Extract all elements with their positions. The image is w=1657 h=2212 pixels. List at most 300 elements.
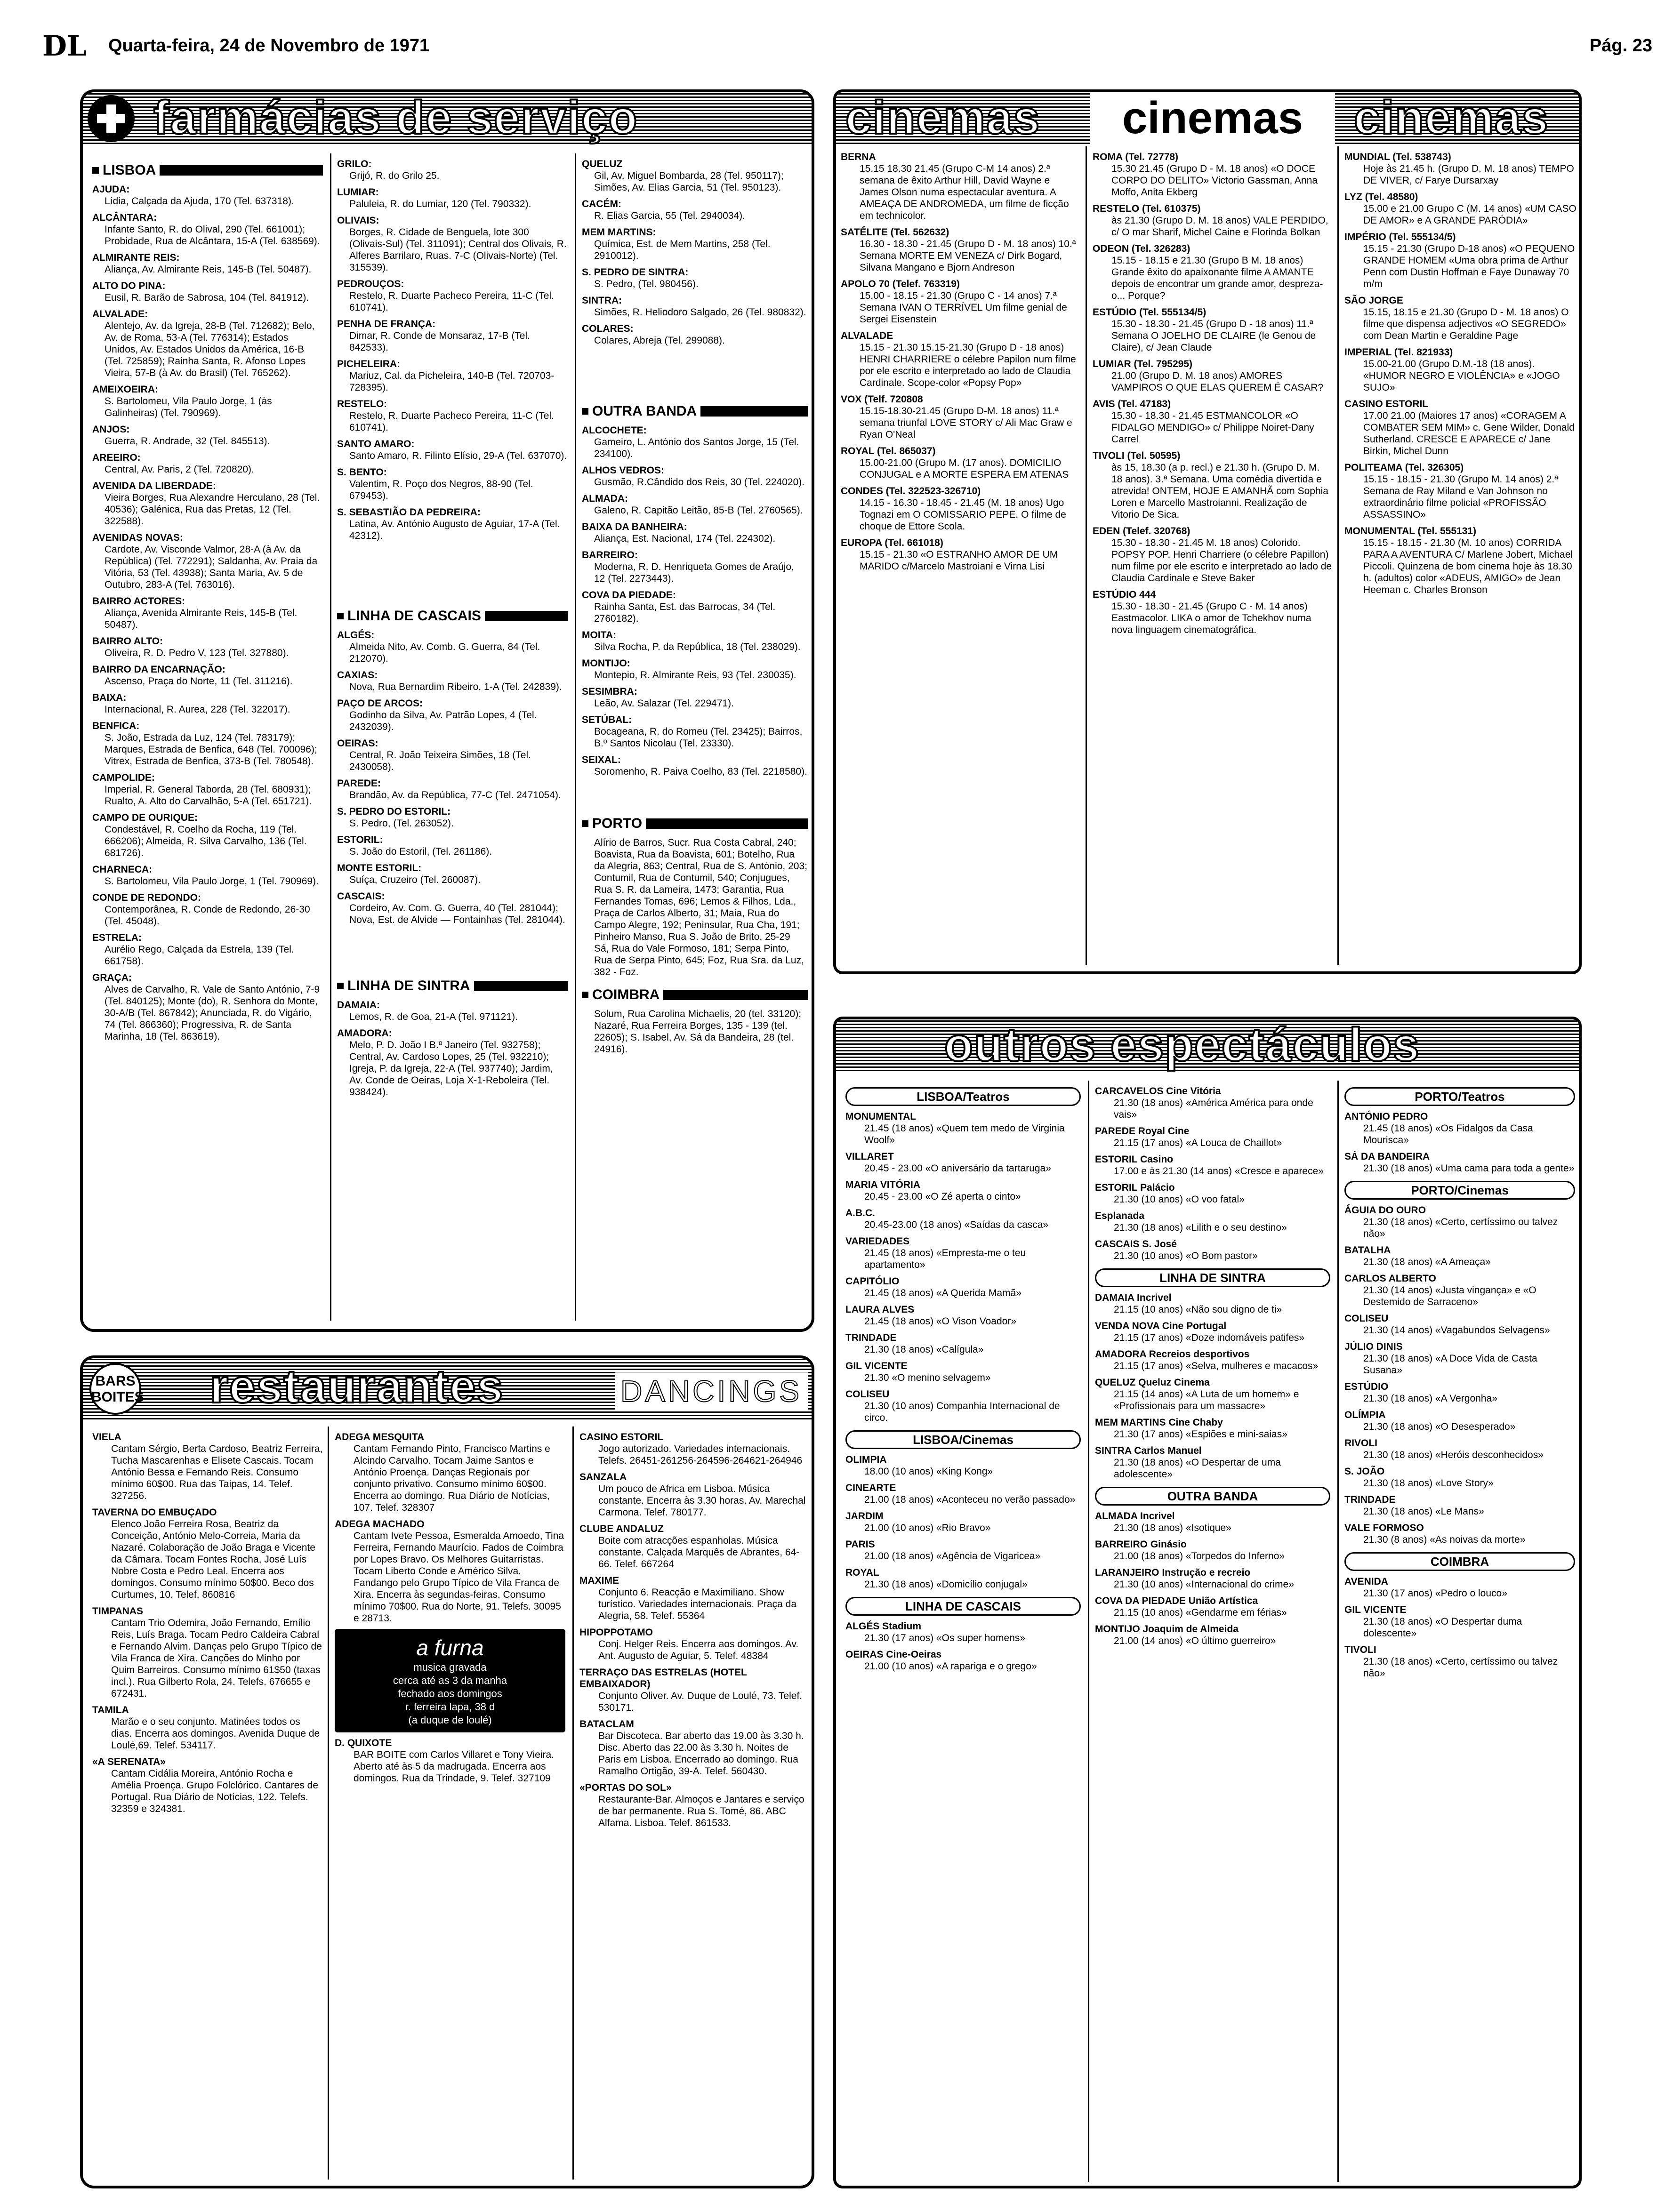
issue-date: Quarta-feira, 24 de Novembro de 1971 bbox=[108, 36, 430, 56]
cinema-listing-name: RESTELO (Tel. 610375) bbox=[1093, 203, 1201, 214]
show-listing-name: RIVOLI bbox=[1344, 1438, 1378, 1449]
cinema-listing bbox=[1344, 231, 1580, 290]
pharmacy-location: SINTRA: bbox=[582, 295, 622, 306]
cinema-listing-details: 15.30 21.45 (Grupo D - M. 18 anos) «O DOCE CORPO DO DELITO» Victorio Gassman, Anna Moffo, Anita Ekberg bbox=[1111, 163, 1318, 198]
page-header bbox=[42, 30, 1652, 63]
show-listing-name: VARIEDADES bbox=[845, 1236, 910, 1247]
pharmacy-location: ALTO DO PINA: bbox=[92, 281, 166, 291]
show-listing-details: 21.30 (14 anos) «Vagabundos Selvagens» bbox=[1363, 1325, 1550, 1336]
cinemas-col-2 bbox=[1093, 146, 1333, 965]
pharmacy-location: LUMIAR: bbox=[337, 187, 379, 198]
pharmacy-location: PAREDE: bbox=[337, 778, 381, 789]
cinema-listing bbox=[841, 226, 1081, 273]
cinema-listing bbox=[841, 330, 1081, 389]
pharmacy-entry: Eusil, R. Barão de Sabrosa, 104 (Tel. 841912). bbox=[105, 292, 309, 303]
show-listing-details: 21.45 (18 anos) «Empresta-me o teu apartamento» bbox=[864, 1248, 1026, 1270]
pharmacy-location: S. PEDRO DE SINTRA: bbox=[582, 267, 689, 278]
show-listing-details: 21.00 (18 anos) «Agência de Vigaricea» bbox=[864, 1551, 1041, 1562]
pharmacy-location: GRAÇA: bbox=[92, 972, 132, 983]
show-listing bbox=[845, 1304, 1081, 1327]
outros-col-2 bbox=[1095, 1081, 1330, 2182]
cinema-listing-details: 16.30 - 18.30 - 21.45 (Grupo D - M. 18 anos) 10.ª Semana MORTE EM VENEZA c/ Dirk Bogard, Silvana Mangano e Bjorn Andreson bbox=[860, 239, 1076, 273]
pharmacy-entry: Central, R. João Teixeira Simões, 18 (Tel. 2430058). bbox=[349, 750, 531, 772]
venue-listing-details: Conjunto Oliver. Av. Duque de Loulé, 73. Telef. 530171. bbox=[598, 1691, 803, 1713]
cinema-listing-name: ODEON (Tel. 326283) bbox=[1093, 243, 1190, 254]
outros-col-3 bbox=[1344, 1081, 1575, 2182]
cinema-listing-name: IMPÉRIO (Tel. 555134/5) bbox=[1344, 232, 1456, 242]
show-listing bbox=[845, 1454, 1081, 1477]
pharmacy-entry: Godinho da Silva, Av. Patrão Lopes, 4 (Tel. 2432039). bbox=[349, 710, 537, 732]
venue-listing bbox=[579, 1471, 808, 1518]
cinema-listing-name: BERNA bbox=[841, 152, 876, 162]
pharmacy-location: OLIVAIS: bbox=[337, 215, 379, 226]
cinema-listing-name: ROMA (Tel. 72778) bbox=[1093, 152, 1179, 162]
show-listing-name: CAPITÓLIO bbox=[845, 1276, 900, 1287]
cinema-listing-details: 15.00 e 21.00 Grupo C (M. 14 anos) «UM CASO DE AMOR» e A GRANDE PARÓDIA» bbox=[1363, 203, 1577, 226]
pharmacy-location: CAMPO DE OURIQUE: bbox=[92, 812, 198, 823]
show-listing-name: COLISEU bbox=[1344, 1313, 1389, 1324]
venue-listing-name: TAMILA bbox=[92, 1705, 129, 1715]
cinemas-title-center: cinemas bbox=[1090, 92, 1335, 144]
cinema-listing bbox=[1344, 295, 1580, 342]
venue-listing-name: CLUBE ANDALUZ bbox=[579, 1523, 664, 1534]
show-listing-details: 20.45 - 23.00 «O aniversário da tartaruga» bbox=[864, 1163, 1051, 1174]
show-listing-name: GIL VICENTE bbox=[845, 1361, 908, 1371]
pharmacy-entry: Suíça, Cruzeiro (Tel. 260087). bbox=[349, 874, 481, 885]
cinemas-col-3 bbox=[1344, 146, 1580, 965]
venue-listing-details: Cantam Sérgio, Berta Cardoso, Beatriz Ferreira, Tucha Mascarenhas e Elisete Cascais. Tocam António Bessa e Fernando Reis. Consumo mínimo 60$00. Rua das Taipas, 14. Telef. 327256. bbox=[111, 1443, 323, 1501]
lisboa-heading: LISBOA bbox=[92, 162, 323, 179]
section-pill: PORTO/Teatros bbox=[1344, 1087, 1575, 1106]
show-listing-name: ALGÉS Stadium bbox=[845, 1621, 922, 1632]
venue-listing-details: Bar Discoteca. Bar aberto das 19.00 às 3.30 h. Disc. Aberto das 22.00 às 3.30 h. Noites de Paris em Lisboa. Encerrado ao domingo. Rua Ramalho Ortigão, 39-A. Telef. 560430. bbox=[598, 1731, 804, 1777]
pharmacy-entry: Soromenho, R. Paiva Coelho, 83 (Tel. 2218580). bbox=[594, 766, 807, 777]
show-listing bbox=[1095, 1377, 1330, 1412]
show-listing bbox=[1095, 1125, 1330, 1149]
show-listing-details: 21.45 (18 anos) «Os Fidalgos da Casa Mourisca» bbox=[1363, 1123, 1533, 1146]
cinema-listing bbox=[1093, 203, 1333, 238]
pharmacy-entry: Gil, Av. Miguel Bombarda, 28 (Tel. 950117); Simões, Av. Elias Garcia, 51 (Tel. 950123). bbox=[594, 170, 784, 193]
pharmacy-entry: R. Elias Garcia, 55 (Tel. 2940034). bbox=[594, 210, 745, 221]
venue-listing bbox=[335, 1518, 565, 1624]
venue-listing-name: ADEGA MESQUITA bbox=[335, 1432, 425, 1443]
pharmacy-entry: Contemporânea, R. Conde de Redondo, 26-30 (Tel. 45048). bbox=[105, 904, 310, 927]
venue-listing bbox=[92, 1431, 323, 1502]
show-listing bbox=[845, 1275, 1081, 1299]
pharmacy-location: ALHOS VEDROS: bbox=[582, 465, 665, 476]
venue-listing-name: D. QUIXOTE bbox=[335, 1738, 392, 1748]
pharmacy-location: BAIRRO DA ENCARNAÇÃO: bbox=[92, 664, 225, 675]
porto-heading: PORTO bbox=[582, 815, 808, 832]
show-listing bbox=[1095, 1348, 1330, 1372]
venue-listing-name: VIELA bbox=[92, 1432, 121, 1443]
section-pill: PORTO/Cinemas bbox=[1344, 1181, 1575, 1200]
show-listing bbox=[1095, 1320, 1330, 1344]
cinema-listing-details: 15.00-21.00 (Grupo M. (17 anos). DOMICILIO CONJUGAL e A MORTE ESPERA EM ATENAS bbox=[860, 457, 1069, 480]
pharmacy-location: ESTRELA: bbox=[92, 932, 142, 943]
restaurantes-col-1 bbox=[92, 1427, 323, 2180]
cinema-listing-details: 17.00 21.00 (Maiores 17 anos) «CORAGEM A COMBATER SEM MIM» c. Gene Wilder, Donald Sutherland. CRESCE E APARECE c/ Jane Birkin, Michel Dunn bbox=[1363, 410, 1575, 457]
show-listing-name: BARREIRO Ginásio bbox=[1095, 1539, 1187, 1550]
pharmacy-entry: Infante Santo, R. do Olival, 290 (Tel. 661001); Probidade, Rua de Alcântara, 15-A (Tel. 638569). bbox=[105, 224, 320, 247]
pharmacy-location: S. SEBASTIÃO DA PEDREIRA: bbox=[337, 507, 481, 518]
pharmacy-location: SESIMBRA: bbox=[582, 686, 637, 697]
venue-listing-name: TIMPANAS bbox=[92, 1606, 144, 1617]
venue-listing-details: Restaurante-Bar. Almoços e Jantares e serviço de bar permanente. Rua S. Tomé, 86. ABC Alfama. Lisboa. Telef. 861533. bbox=[598, 1794, 804, 1828]
cascais-heading: LINHA DE CASCAIS bbox=[337, 608, 568, 625]
show-listing bbox=[1344, 1313, 1575, 1336]
outra-banda-heading: OUTRA BANDA bbox=[582, 403, 808, 420]
pharmacy-entry: Brandão, Av. da República, 77-C (Tel. 2471054). bbox=[349, 790, 561, 801]
show-listing bbox=[845, 1111, 1081, 1146]
venue-listing-details: Cantam Fernando Pinto, Francisco Martins e Alcindo Carvalho. Tocam Jaime Santos e António Proença. Danças Regionais por conjunto privativo. Consumo mínimo 60$00. Encerra ao domingo. Rua Diário de Notícias, 107. Telef. 328307 bbox=[354, 1443, 550, 1513]
venue-listing-details: Cantam Trio Odemira, João Fernando, Emílio Reis, Luís Braga. Tocam Pedro Caldeira Cabral e Fernando Alvim. Danças pelo Grupo Típico de Vila Franca de Xira. Canções do Minho por Quim Barreiros. Consumo mínimo 61$50 (taxas incl.). Rua Gilberto Rola, 24. Telefs. 676655 e 672431. bbox=[111, 1618, 322, 1699]
pharmacy-entry: S. Bartolomeu, Vila Paulo Jorge, 1 (Tel. 790969). bbox=[105, 876, 319, 887]
show-listing-name: AVENIDA bbox=[1344, 1576, 1388, 1587]
venue-listing bbox=[579, 1718, 808, 1777]
venue-listing bbox=[92, 1605, 323, 1699]
pharmacy-entry: Bocageana, R. do Romeu (Tel. 23425); Bairros, B.º Santos Nicolau (Tel. 23330). bbox=[594, 726, 803, 749]
pharmacy-entry: Galeno, R. Capitão Leitão, 85-B (Tel. 2760565). bbox=[594, 505, 803, 516]
show-listing bbox=[845, 1620, 1081, 1644]
cinema-listing-name: POLITEAMA (Tel. 326305) bbox=[1344, 462, 1464, 473]
pharmacy-location: RESTELO: bbox=[337, 399, 387, 409]
cinema-listing bbox=[1093, 525, 1333, 584]
pharmacy-entry: Grijó, R. do Grilo 25. bbox=[349, 170, 440, 181]
pharmacy-entry: Simões, R. Heliodoro Salgado, 26 (Tel. 980832). bbox=[594, 307, 806, 318]
pharmacy-location: ALVALADE: bbox=[92, 309, 148, 320]
pharmacy-location: AVENIDAS NOVAS: bbox=[92, 532, 183, 543]
section-pill: COIMBRA bbox=[1344, 1552, 1575, 1571]
show-listing-details: 21.30 (10 anos) «Internacional do crime» bbox=[1114, 1579, 1294, 1590]
venue-listing-name: MAXIME bbox=[579, 1575, 619, 1586]
pharmacy-location: CHARNECA: bbox=[92, 864, 153, 875]
show-listing bbox=[1344, 1576, 1575, 1599]
bars-boites-logo: BARS BOITES bbox=[89, 1363, 141, 1415]
show-listing-name: BATALHA bbox=[1344, 1245, 1391, 1256]
outros-title: outros espectáculos bbox=[944, 1018, 1420, 1071]
show-listing-name: MONUMENTAL bbox=[845, 1111, 917, 1122]
pharmacy-location: SANTO AMARO: bbox=[337, 439, 415, 449]
show-listing-details: 17.00 e às 21.30 (14 anos) «Cresce e aparece» bbox=[1114, 1166, 1324, 1177]
cinema-listing-details: 15.30 - 18.30 - 21.45 M. 18 anos) Colorido. POPSY POP. Henri Charriere (o célebre Papillon) num filme por ele escrito e interpretado ao lado de Claudia Cardinale e Steve Baker bbox=[1111, 537, 1332, 584]
pharmacy-location: PENHA DE FRANÇA: bbox=[337, 319, 436, 329]
show-listing-name: PARIS bbox=[845, 1539, 875, 1550]
newspaper-logo: DL bbox=[42, 30, 87, 63]
cinemas-panel bbox=[833, 89, 1582, 974]
pharmacy-location: OEIRAS: bbox=[337, 738, 378, 749]
show-listing-details: 18.00 (10 anos) «King Kong» bbox=[864, 1466, 993, 1477]
cinemas-title-left: cinemas bbox=[845, 91, 1041, 144]
show-listing-details: 21.30 (17 anos) «Espiões e mini-saias» bbox=[1114, 1429, 1287, 1440]
cinema-listing-name: MUNDIAL (Tel. 538743) bbox=[1344, 152, 1451, 162]
show-listing-name: CARCAVELOS Cine Vitória bbox=[1095, 1086, 1221, 1097]
show-listing-name: CINEARTE bbox=[845, 1483, 896, 1493]
show-listing bbox=[1095, 1623, 1330, 1647]
page-number: Pág. 23 bbox=[1589, 36, 1652, 56]
cinema-listing-details: 21.00 (Grupo D. M. 18 anos) AMORES VAMPIROS O QUE ELAS QUEREM É CASAR? bbox=[1111, 370, 1324, 393]
pharmacy-location: QUELUZ bbox=[582, 159, 623, 169]
show-listing-details: 21.00 (14 anos) «O último guerreiro» bbox=[1114, 1635, 1276, 1646]
pharmacy-location: ESTORIL: bbox=[337, 834, 383, 845]
venue-listing bbox=[335, 1431, 565, 1514]
venue-listing-details: Elenco João Ferreira Rosa, Beatriz da Conceição, António Melo-Correia, Maria da Nazaré. Colaboração de João Braga e Vicente da Câmara. Tocam Fontes Rocha, José Luís Nobre Costa e Pedro Leal. Encerra aos domingos. Consumo mínimo 50$00. Beco dos Curtumes, 10. Telef. 860816 bbox=[111, 1519, 315, 1600]
outros-banner bbox=[836, 1019, 1579, 1071]
pharmacy-entry: Aurélio Rego, Calçada da Estrela, 139 (Tel. 661758). bbox=[105, 944, 294, 967]
show-listing bbox=[1095, 1292, 1330, 1315]
cinema-listing-details: 15.15 - 21.30 (Grupo D-18 anos) «O PEQUENO GRANDE HOMEM «Uma obra prima de Arthur Penn com Dustin Hoffman e Faye Dunaway 70 m/m bbox=[1363, 243, 1575, 289]
show-listing bbox=[845, 1388, 1081, 1424]
venue-listing-details: Marão e o seu conjunto. Matinées todos os dias. Encerra aos domingos. Avenida Duque de Loulé,69. Telef. 534117. bbox=[111, 1716, 320, 1751]
pharmacy-location: COVA DA PIEDADE: bbox=[582, 590, 676, 601]
cinema-listing bbox=[1093, 450, 1333, 521]
venue-listing-details: Cantam Cidália Moreira, António Rocha e Amélia Proença. Grupo Folclórico. Cantares de Portugal. Rua Diário de Notícias, 122. Telefs. 32359 e 324381. bbox=[111, 1768, 319, 1814]
cinema-listing-name: EDEN (Telef. 320768) bbox=[1093, 526, 1190, 537]
pharmacy-location: PEDROUÇOS: bbox=[337, 279, 404, 289]
cinema-listing bbox=[1344, 398, 1580, 457]
pharmacy-entry: Mariuz, Cal. da Picheleira, 140-B (Tel. 720703-728395). bbox=[349, 370, 555, 393]
cinema-listing-details: 15.15 - 21.30 15.15-21.30 (Grupo D - 18 anos) HENRI CHARRIERE o célebre Papilon num filme por ele escrito e interpretado ao lado de Claudia Cardinale. Scope-color «Popsy Pop» bbox=[860, 342, 1076, 388]
show-listing bbox=[845, 1235, 1081, 1271]
show-listing-details: 21.15 (17 anos) «Selva, mulheres e macacos» bbox=[1114, 1361, 1319, 1371]
venue-listing bbox=[579, 1782, 808, 1829]
show-listing-name: MARIA VITÓRIA bbox=[845, 1179, 921, 1190]
show-listing bbox=[1344, 1644, 1575, 1679]
cinema-listing bbox=[1093, 151, 1333, 198]
show-listing-name: ESTORIL Casino bbox=[1095, 1154, 1174, 1165]
show-listing bbox=[845, 1482, 1081, 1506]
show-listing bbox=[845, 1332, 1081, 1355]
pharmacy-location: DAMAIA: bbox=[337, 1000, 380, 1010]
venue-listing-name: CASINO ESTORIL bbox=[579, 1432, 664, 1443]
pharmacy-cross-icon bbox=[88, 95, 135, 142]
venue-listing-name: ADEGA MACHADO bbox=[335, 1519, 425, 1530]
pharmacy-location: BAIXA DA BANHEIRA: bbox=[582, 521, 687, 532]
section-pill: LINHA DE CASCAIS bbox=[845, 1597, 1081, 1616]
restaurantes-col-2 bbox=[335, 1427, 565, 2180]
pharmacy-entry: Montepio, R. Almirante Reis, 93 (Tel. 230035). bbox=[594, 670, 796, 681]
show-listing-name: MEM MARTINS Cine Chaby bbox=[1095, 1417, 1223, 1428]
cinema-listing-details: Hoje às 21.45 h. (Grupo D. M. 18 anos) TEMPO DE VIVER, c/ Farye Dursarxay bbox=[1363, 163, 1574, 186]
farmacias-col-1 bbox=[92, 153, 323, 1325]
pharmacy-location: BAIXA: bbox=[92, 692, 127, 703]
show-listing-details: 21.30 (18 anos) «Love Story» bbox=[1363, 1478, 1494, 1489]
show-listing-details: 21.30 (14 anos) «Justa vingança» e «O Destemido de Sarraceno» bbox=[1363, 1285, 1536, 1307]
show-listing-details: 20.45 - 23.00 «O Zé aperta o cinto» bbox=[864, 1191, 1021, 1202]
pharmacy-location: SEIXAL: bbox=[582, 754, 621, 765]
pharmacy-entry: Leão, Av. Salazar (Tel. 229471). bbox=[594, 698, 734, 709]
show-listing bbox=[1095, 1238, 1330, 1262]
cinema-listing-details: 15.15 18.30 21.45 (Grupo C-M 14 anos) 2.ª semana de êxito Arthur Hill, David Wayne e James Olson numa espectacular aventura. A AMEAÇA DE ANDROMEDA, um filme de ficção em technicolor. bbox=[860, 163, 1069, 221]
cinema-listing bbox=[1093, 243, 1333, 302]
cinemas-col-1 bbox=[841, 146, 1081, 965]
venue-listing-name: HIPOPPOTAMO bbox=[579, 1627, 653, 1638]
cinema-listing-name: CASINO ESTORIL bbox=[1344, 399, 1429, 409]
sintra-heading: LINHA DE SINTRA bbox=[337, 978, 568, 994]
farmacias-col-3 bbox=[582, 153, 808, 1325]
venue-listing-name: TERRAÇO DAS ESTRELAS (HOTEL EMBAIXADOR) bbox=[579, 1667, 747, 1690]
cinema-listing-details: 15.15 - 18.15 - 21.30 (Grupo M. 14 anos) 2.ª Semana de Ray Miland e Van Johnson no extraordinário filme policial «PROFISSÃO ASSASSINO» bbox=[1363, 474, 1559, 520]
show-listing-details: 21.30 (18 anos) «Heróis desconhecidos» bbox=[1363, 1450, 1544, 1460]
pharmacy-entry: Oliveira, R. D. Pedro V, 123 (Tel. 327880). bbox=[105, 648, 289, 658]
show-listing-details: 21.30 (17 anos) «Os super homens» bbox=[864, 1633, 1026, 1643]
pharmacy-location: AMADORA: bbox=[337, 1028, 392, 1039]
show-listing-details: 21.30 (18 anos) «O Desesperado» bbox=[1363, 1421, 1516, 1432]
section-pill: OUTRA BANDA bbox=[1095, 1487, 1330, 1506]
coimbra-heading: COIMBRA bbox=[582, 986, 808, 1003]
cinema-listing-details: às 15, 18.30 (a p. recl.) e 21.30 h. (Grupo D. M. 18 anos). 3.ª Semana. Uma comédia divertida e atrevida! ONTEM, HOJE E AMANHÃ com Sophia Loren e Marcello Mastroianni. Realização de Vitorio De Sica. bbox=[1111, 462, 1328, 520]
show-listing-details: 21.30 (17 anos) «Pedro o louco» bbox=[1363, 1588, 1507, 1599]
pharmacy-entry: Ascenso, Praça do Norte, 11 (Tel. 311216). bbox=[105, 676, 293, 687]
pharmacy-location: CONDE DE REDONDO: bbox=[92, 892, 201, 903]
venue-listing bbox=[92, 1704, 323, 1751]
section-pill: LINHA DE SINTRA bbox=[1095, 1268, 1330, 1287]
show-listing-details: 21.00 (10 anos) «A rapariga e o grego» bbox=[864, 1661, 1037, 1672]
pharmacy-entry: Alves de Carvalho, R. Vale de Santo António, 7-9 (Tel. 840125); Monte (do), R. Senhora do Monte, 30-A/B (Tel. 867842); Anunciada, R. do Vigário, 74 (Tel. 866360); Progressiva, R. de Santa Marinha, 18 (Tel. 863619). bbox=[105, 984, 320, 1042]
show-listing-details: 21.00 (18 anos) «Torpedos do Inferno» bbox=[1114, 1551, 1285, 1562]
show-listing-details: 21.30 (18 anos) «Le Mans» bbox=[1363, 1506, 1484, 1517]
pharmacy-location: S. PEDRO DO ESTORIL: bbox=[337, 806, 451, 817]
pharmacy-entry: Cardote, Av. Visconde Valmor, 28-A (à Av. da República) (Tel. 772291); Saldanha, Av. Praia da Vitória, 53 (Tel. 43938); Santa Maria, Av. 5 de Outubro, 283-A (Tel. 763016). bbox=[105, 544, 318, 590]
cinema-listing bbox=[1344, 191, 1580, 226]
pharmacy-location: CAXIAS: bbox=[337, 670, 378, 681]
show-listing-name: GIL VICENTE bbox=[1344, 1604, 1407, 1615]
cinema-listing-details: 15.15 - 18.15 - 21.30 (M. 10 anos) CORRIDA PARA A AVENTURA C/ Marlene Jobert, Michael Piccoli. Quinzena de bom cinema hoje às 18.30 h. (adultos) color «ADEUS, AMIGO» de Jean Heeman c. Charles Bronson bbox=[1363, 537, 1573, 595]
show-listing-details: 21.15 (14 anos) «A Luta de um homem» e «Profissionais para um massacre» bbox=[1114, 1389, 1299, 1411]
venue-listing-details: Conj. Helger Reis. Encerra aos domingos. Av. Ant. Augusto de Aguiar, 5. Telef. 48384 bbox=[598, 1639, 799, 1661]
pharmacy-entry: S. Pedro, (Tel. 263052). bbox=[349, 818, 454, 829]
show-listing-details: 21.45 (18 anos) «A Querida Mamã» bbox=[864, 1288, 1022, 1298]
show-listing bbox=[1344, 1341, 1575, 1376]
pharmacy-location: AREEIRO: bbox=[92, 452, 141, 463]
show-listing-name: TRINDADE bbox=[1344, 1494, 1396, 1505]
show-listing-name: DAMAIA Incrivel bbox=[1095, 1292, 1172, 1303]
show-listing-name: CARLOS ALBERTO bbox=[1344, 1273, 1436, 1284]
a-furna-title: a furna bbox=[416, 1635, 484, 1660]
pharmacy-entry: Borges, R. Cidade de Benguela, lote 300 (Olivais-Sul) (Tel. 311091); Central dos Olivais, R. Alferes Barrilaro, Ruas. 7-C (Olivais-Norte) (Tel. 315539). bbox=[349, 227, 567, 273]
pharmacy-entry: Rainha Santa, Est. das Barrocas, 34 (Tel. 2760182). bbox=[594, 601, 776, 624]
pharmacy-entry: Melo, P. D. João I B.º Janeiro (Tel. 932758); Central, Av. Cardoso Lopes, 25 (Tel. 932210); Igreja, P. da Igreja, 22-A (Tel. 937740); Jardim, Av. Conde de Oeiras, Loja X-1-Reboleira (Tel. 938424). bbox=[349, 1040, 553, 1098]
show-listing bbox=[1095, 1567, 1330, 1590]
pharmacy-location: ALCÂNTARA: bbox=[92, 212, 157, 223]
cinema-listing-name: SÃO JORGE bbox=[1344, 295, 1403, 306]
show-listing-details: 21.45 (18 anos) «O Vison Voador» bbox=[864, 1316, 1017, 1327]
pharmacy-entry: Almeida Nito, Av. Comb. G. Guerra, 84 (Tel. 212070). bbox=[349, 641, 540, 664]
show-listing-details: 21.30 «O menino selvagem» bbox=[864, 1372, 991, 1383]
restaurantes-banner bbox=[83, 1358, 812, 1419]
show-listing-details: 21.30 (18 anos) «Isotique» bbox=[1114, 1523, 1231, 1533]
cinemas-title-right: cinemas bbox=[1354, 91, 1549, 144]
cinema-listing bbox=[1093, 398, 1333, 445]
show-listing bbox=[1344, 1381, 1575, 1404]
show-listing bbox=[845, 1151, 1081, 1174]
cinema-listing-name: ROYAL (Tel. 865037) bbox=[841, 446, 936, 457]
show-listing-name: AMADORA Recreios desportivos bbox=[1095, 1349, 1250, 1360]
pharmacy-entry: Paluleia, R. do Lumiar, 120 (Tel. 790332). bbox=[349, 199, 531, 209]
show-listing-details: 21.30 (10 anos) «O Bom pastor» bbox=[1114, 1250, 1258, 1261]
a-furna-line: (a duque de loulé) bbox=[408, 1714, 492, 1726]
pharmacy-entry: Restelo, R. Duarte Pacheco Pereira, 11-C (Tel. 610741). bbox=[349, 290, 554, 313]
venue-listing bbox=[579, 1627, 808, 1662]
pharmacy-location: BAIRRO ACTORES: bbox=[92, 596, 185, 607]
show-listing-details: 21.45 (18 anos) «Quem tem medo de Virginia Woolf» bbox=[864, 1123, 1065, 1146]
pharmacy-location: CASCAIS: bbox=[337, 891, 385, 902]
pharmacy-location: MONTIJO: bbox=[582, 658, 630, 669]
cinema-listing-details: 15.15 - 18.15 e 21.30 (Grupo B M. 18 anos) Grande êxito do apaixonante filme A AMANTE depois de encontrar um grande amor, despreza-o... Porque? bbox=[1111, 255, 1323, 301]
show-listing bbox=[1344, 1409, 1575, 1433]
pharmacy-location: COLARES: bbox=[582, 323, 634, 334]
cinema-listing-details: 15.15, 18.15 e 21.30 (Grupo D - M. 18 anos) O filme que dispensa adjectivos «O SEGREDO» com Dean Martin e Geraldine Page bbox=[1363, 307, 1569, 341]
cinema-listing-name: TIVOLI (Tel. 50595) bbox=[1093, 450, 1181, 461]
show-listing bbox=[1095, 1182, 1330, 1205]
cinema-listing-details: 15.00-21.00 (Grupo D.M.-18 (18 anos). «HUMOR NEGRO E VIOLÊNCIA» e «JOGO SUJO» bbox=[1363, 359, 1560, 393]
pharmacy-location: ALGÉS: bbox=[337, 630, 375, 641]
cinema-listing bbox=[841, 278, 1081, 325]
cinema-listing-name: APOLO 70 (Telef. 763319) bbox=[841, 279, 960, 289]
pharmacy-location: AVENIDA DA LIBERDADE: bbox=[92, 481, 216, 491]
show-listing-details: 21.30 (8 anos) «As noivas da morte» bbox=[1363, 1534, 1526, 1545]
venue-listing-details: Conjunto 6. Reacção e Maximiliano. Show turístico. Variedades internacionais. Praça da Alegria, 58. Telef. 55364 bbox=[598, 1587, 797, 1621]
show-listing-details: 20.45-23.00 (18 anos) «Saídas da casca» bbox=[864, 1219, 1049, 1230]
show-listing-details: 21.30 (18 anos) «O Despertar de uma adolescente» bbox=[1114, 1457, 1281, 1480]
cinema-listing-details: 15.30 - 18.30 - 21.45 ESTMANCOLOR «O FIDALGO MENDIGO» c/ Philippe Noiret-Dany Carrel bbox=[1111, 410, 1314, 445]
pharmacy-entry: Restelo, R. Duarte Pacheco Pereira, 11-C (Tel. 610741). bbox=[349, 410, 554, 433]
farmacias-banner bbox=[83, 92, 812, 144]
show-listing bbox=[845, 1649, 1081, 1672]
pharmacy-entry: S. Bartolomeu, Vila Paulo Jorge, 1 (às Galinheiras) (Tel. 790969). bbox=[105, 396, 272, 418]
cinema-listing bbox=[841, 485, 1081, 532]
pharmacy-entry: Aliança, Av. Almirante Reis, 145-B (Tel. 50487). bbox=[105, 264, 312, 275]
coimbra-text: Solum, Rua Carolina Michaelis, 20 (tel. 33120); Nazaré, Rua Ferreira Borges, 135 - 139 (tel. 22605); S. Isabel, Av. Sá da Bandeira, 28 (tel. 24916). bbox=[594, 1009, 802, 1055]
restaurantes-col-3 bbox=[579, 1427, 808, 2180]
show-listing bbox=[1095, 1154, 1330, 1177]
pharmacy-location: BARREIRO: bbox=[582, 550, 638, 561]
pharmacy-location: ALMADA: bbox=[582, 493, 628, 504]
pharmacy-entry: Nova, Rua Bernardim Ribeiro, 1-A (Tel. 242839). bbox=[349, 681, 562, 692]
pharmacy-location: AMEIXOEIRA: bbox=[92, 384, 159, 395]
cinema-listing-name: ESTÚDIO (Tel. 555134/5) bbox=[1093, 307, 1207, 318]
cinema-listing-name: CONDES (Tel. 322523-326710) bbox=[841, 486, 981, 497]
show-listing-details: 21.30 (18 anos) «Certo, certíssimo ou talvez não» bbox=[1363, 1217, 1558, 1239]
pharmacy-location: MEM MARTINS: bbox=[582, 227, 656, 238]
cinema-listing-name: ESTÚDIO 444 bbox=[1093, 589, 1156, 600]
show-listing bbox=[845, 1207, 1081, 1231]
show-listing-name: VALE FORMOSO bbox=[1344, 1523, 1424, 1533]
show-listing-name: ANTÓNIO PEDRO bbox=[1344, 1111, 1428, 1122]
venue-listing-name: SANZALA bbox=[579, 1472, 627, 1483]
cinema-listing bbox=[841, 537, 1081, 572]
pharmacy-entry: Imperial, R. General Taborda, 28 (Tel. 680931); Rualto, A. Alto do Carvalhão, 5-A (Tel. 651721). bbox=[105, 784, 312, 807]
cinema-listing bbox=[1344, 525, 1580, 596]
a-furna-line: fechado aos domingos bbox=[398, 1688, 502, 1699]
cinema-listing-name: LYZ (Tel. 48580) bbox=[1344, 192, 1418, 202]
cinema-listing-details: 15.00 - 18.15 - 21.30 (Grupo C - 14 anos) 7.ª Semana IVAN O TERRÍVEL Um filme genial de Sergei Eisenstein bbox=[860, 290, 1067, 325]
venue-listing bbox=[579, 1667, 808, 1714]
cinema-listing-details: 15.30 - 18.30 - 21.45 (Grupo D - 18 anos) 11.ª Semana O JOELHO DE CLAIRE (le Genou de Claire), c/ Jean Claude bbox=[1111, 319, 1316, 353]
venue-listing-details: Boite com atracções espanholas. Música constante. Calçada Marquês de Abrantes, 64-66. Telef. 667264 bbox=[598, 1535, 800, 1570]
pharmacy-location: CAMPOLIDE: bbox=[92, 772, 155, 783]
show-listing-name: OEIRAS Cine-Oeiras bbox=[845, 1649, 942, 1660]
pharmacy-location: ALMIRANTE REIS: bbox=[92, 252, 180, 263]
restaurantes-panel bbox=[80, 1355, 814, 2188]
pharmacy-entry: Latina, Av. António Augusto de Aguiar, 17-A (Tel. 42312). bbox=[349, 519, 560, 541]
show-listing-name: JARDIM bbox=[845, 1511, 884, 1522]
pharmacy-location: ANJOS: bbox=[92, 424, 130, 435]
show-listing bbox=[1344, 1244, 1575, 1268]
pharmacy-entry: Lemos, R. de Goa, 21-A (Tel. 971121). bbox=[349, 1011, 518, 1022]
show-listing bbox=[845, 1510, 1081, 1534]
show-listing-details: 21.30 (18 anos) «A Vergonha» bbox=[1363, 1393, 1497, 1404]
